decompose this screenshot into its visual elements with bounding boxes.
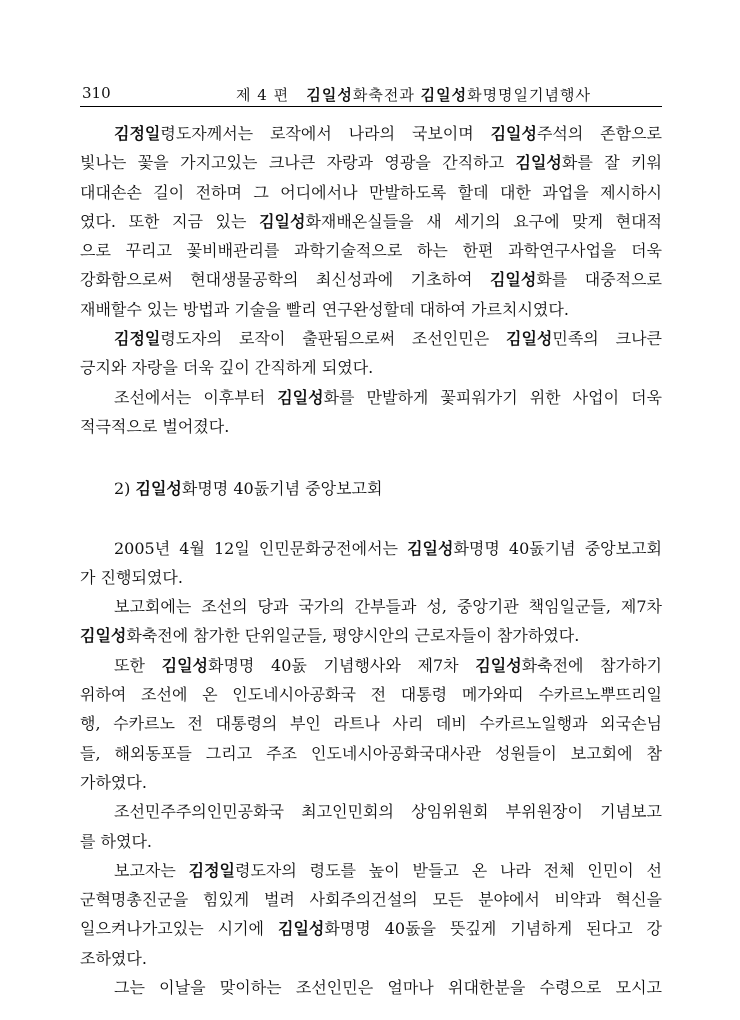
text-line: 행, 수카르노 전 대통령의 부인 라트나 사리 데비 수카르노일행과 외국손님: [80, 714, 662, 734]
text-line: 보고회에는 조선의 당과 국가의 간부들과 성, 중앙기관 책임일군들, 제7차: [114, 597, 662, 617]
title-bold-name: 김일성: [420, 86, 468, 104]
chapter-label: 제 4 편: [236, 86, 290, 104]
page-number: 310: [82, 84, 111, 102]
text-line: 조선에서는 이후부터 김일성화를 만발하게 꽃피워가기 위한 사업이 더욱: [114, 387, 662, 407]
text-line: 2005년 4월 12일 인민문화궁전에서는 김일성화명명 40돐기념 중앙보고회: [114, 538, 662, 558]
text-line: 들, 해외동포들 그리고 주조 인도네시아공화국대사관 성원들이 보고회에 참: [80, 743, 662, 763]
text-line: 군혁명총진군을 힘있게 벌려 사회주의건설의 모든 분야에서 비약과 혁신을: [80, 890, 662, 910]
text-line: 적극적으로 벌어졌다.: [80, 416, 230, 436]
text-line: 였다. 또한 지금 있는 김일성화재배온실들을 새 세기의 요구에 맞게 현대적: [80, 211, 662, 231]
text-line: 빛나는 꽃을 가지고있는 크나큰 자랑과 영광을 간직하고 김일성화를 잘 키워: [80, 153, 662, 173]
body-text: [80, 119, 662, 1002]
title-bold-name: 김일성: [306, 86, 353, 104]
text-line: 가하였다.: [80, 772, 147, 792]
text-line: 가 진행되였다.: [80, 567, 183, 587]
text-line: 재배할수 있는 방법과 기술을 빨리 연구완성할데 대하여 가르치시였다.: [80, 299, 569, 319]
text-line: 를 하였다.: [80, 831, 152, 851]
text-line: 김정일령도자의 로작이 출판됨으로써 조선인민은 김일성민족의 크나큰: [114, 329, 662, 349]
section-heading: 2) 김일성화명명 40돐기념 중앙보고회: [114, 479, 383, 499]
text-line: 대대손손 길이 전하며 그 어디에서나 만발하도록 할데 대한 과업을 제시하시: [80, 182, 662, 202]
text-line: 조하였다.: [80, 948, 147, 968]
text-line: 일으켜나가고있는 시기에 김일성화명명 40돐을 뜻깊게 기념하게 된다고 강: [80, 919, 662, 939]
running-header: [80, 84, 662, 106]
header-rule: [80, 106, 662, 107]
running-title: 제 4 편 김일성화축전과 김일성화명명일기념행사: [236, 86, 591, 104]
text-line: 또한 김일성화명명 40돐 기념행사와 제7차 김일성화축전에 참가하기: [114, 655, 662, 675]
text-line: 그는 이날을 맞이하는 조선인민은 얼마나 위대한분을 수령으로 모시고: [114, 978, 662, 998]
text-line: 으로 꾸리고 꽃비배관리를 과학기술적으로 하는 한편 과학연구사업을 더욱: [80, 241, 662, 261]
text-line: 보고자는 김정일령도자의 령도를 높이 받들고 온 나라 전체 인민이 선: [114, 860, 662, 880]
text-line: 위하여 조선에 온 인도네시아공화국 전 대통령 메가와띠 수카르노뿌뜨리일: [80, 685, 662, 705]
text-line: 강화함으로써 현대생물공학의 최신성과에 기초하여 김일성화를 대중적으로: [80, 270, 662, 290]
text-line: 김일성화축전에 참가한 단위일군들, 평양시안의 근로자들이 참가하였다.: [80, 626, 580, 646]
text-line: 조선민주주의인민공화국 최고인민회의 상임위원회 부위원장이 기념보고: [114, 802, 662, 822]
text-line: 긍지와 자랑을 더욱 깊이 간직하게 되였다.: [80, 358, 374, 378]
text-line: 김정일령도자께서는 로작에서 나라의 국보이며 김일성주석의 존함으로: [114, 124, 662, 143]
